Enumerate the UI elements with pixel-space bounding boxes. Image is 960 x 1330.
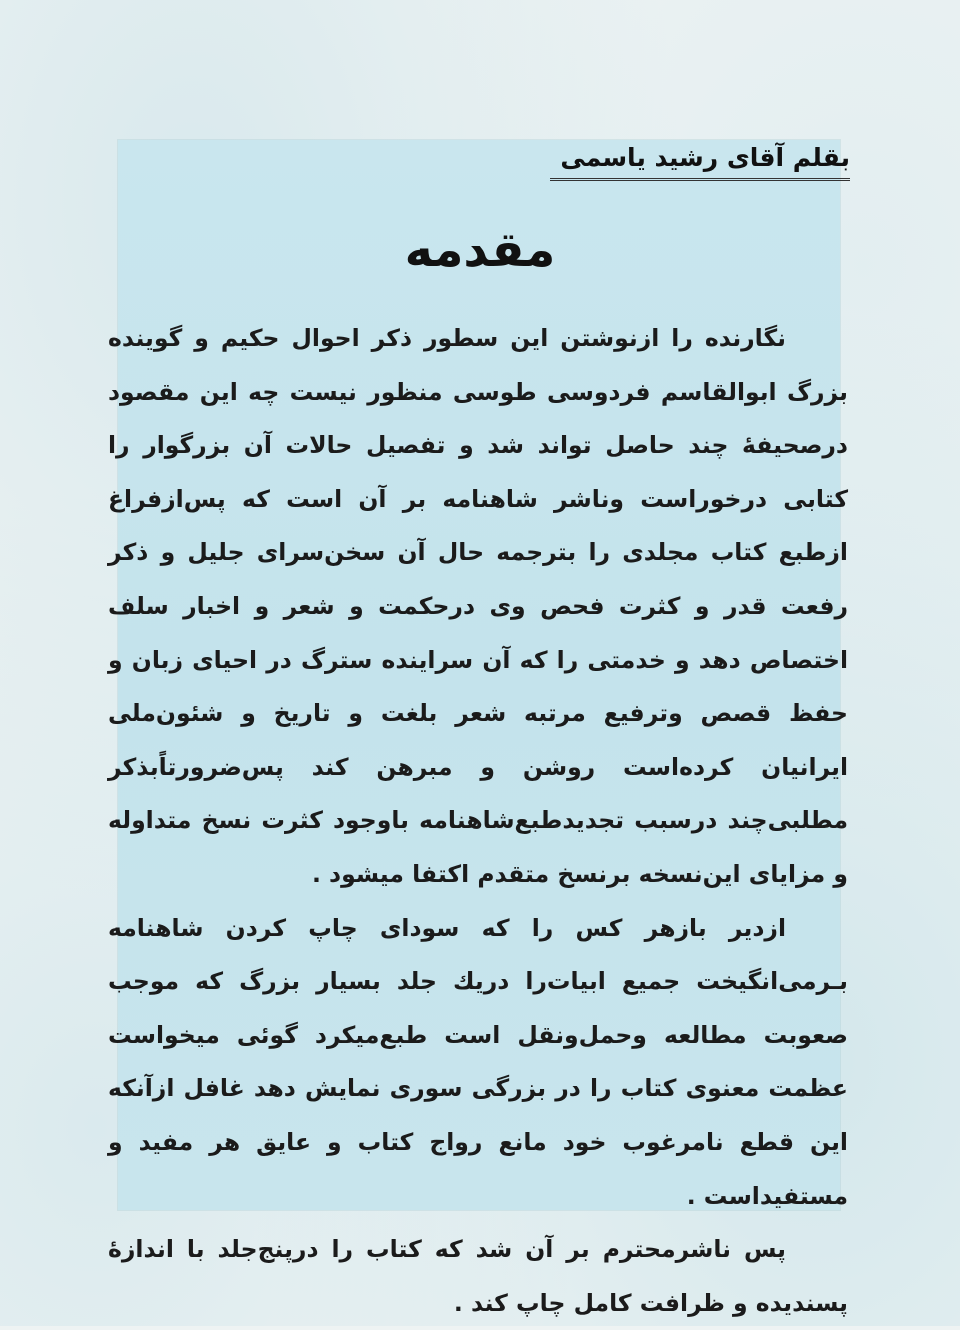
body-text: [108, 312, 848, 1330]
paragraph: ازدیر بازهر کس را که سودای چاپ کردن شاهنامه بـرمی‌انگیخت جمیع ابیات‌را دریك جلد بسیار بزرگ که موجب صعوبت مطالعه وحمل‌ونقل است طبع‌میکرد گوئی میخواست عظمت معنوی کتاب را در بزرگی سوری نمایش دهد غافل ازآنکه این قطع نامرغوب خود مانع رواج کتاب و عایق هر مفید و مستفیداست .: [108, 913, 848, 1210]
paragraph: نگارنده را ازنوشتن این سطور ذکر احوال حکیم و گوینده بزرگ ابوالقاسم فردوسی طوسی منظور نیست چه این مقصود درصحیفهٔ چند حاصل تواند شد و تفصیل حالات آن بزرگوار را کتابی درخوراست وناشر شاهنامه بر آن است که پس‌ازفراغ ازطبع کتاب مجلدی را بترجمه حال آن سخن‌سرای جلیل و ذکر رفعت قدر و کثرت فحص وی درحکمت و شعر و اخبار سلف اختصاص دهد و خدمتی را که آن سراینده سترگ در احیای زبان و حفظ قصص وترفیع مرتبه شعر بلغت و تاریخ و شئون‌ملی ایرانیان کرده‌است روشن و مبرهن کند پس‌ضرورتاًبذکر مطلبی‌چند درسبب تجدیدطبع‌شاهنامه باوجود کثرت نسخ متداوله و مزایای این‌نسخه برنسخ متقدم اکتفا میشود .: [108, 324, 848, 888]
page-title: مقدمه: [404, 222, 556, 278]
paragraph: پس ناشرمحترم بر آن شد که کتاب را درپنج‌جلد با اندازهٔ پسندیده و ظرافت کامل چاپ کند .: [108, 1235, 848, 1317]
author-byline: بقلم آقای رشید یاسمی: [550, 143, 850, 181]
